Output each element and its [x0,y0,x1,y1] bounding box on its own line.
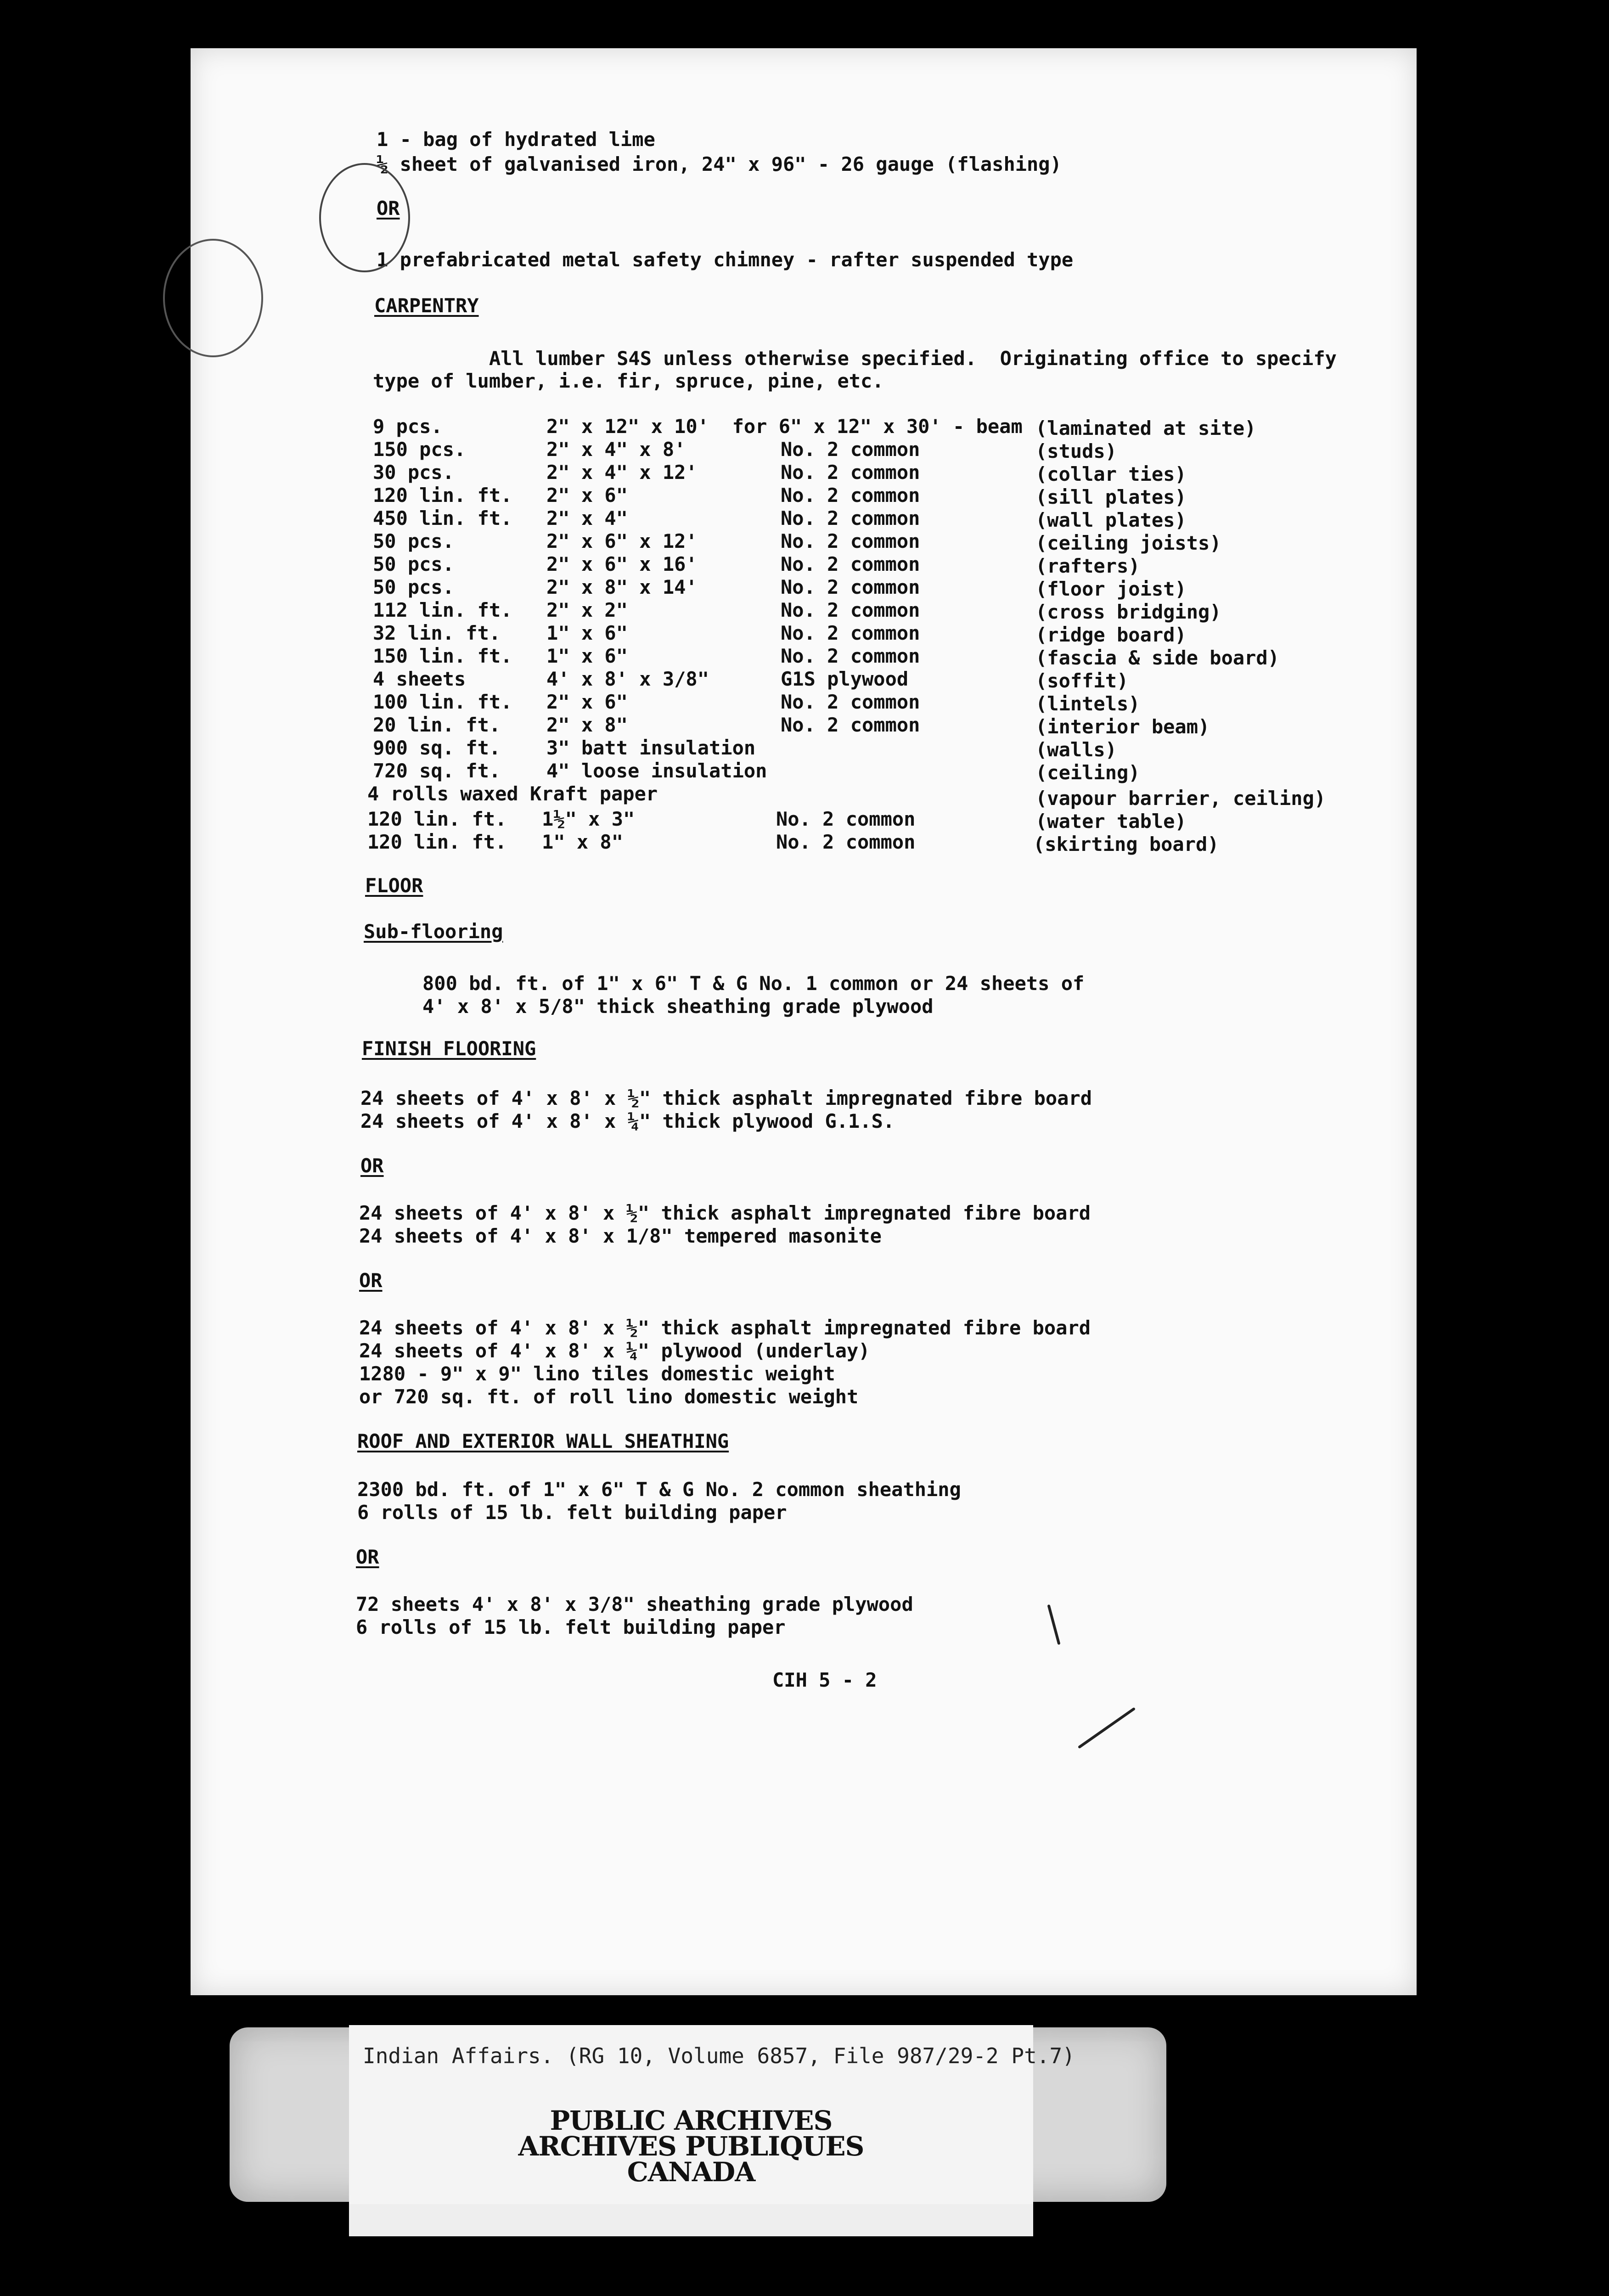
document-line: 32 lin. ft. [373,622,501,644]
section-heading: OR [360,1154,384,1177]
document-line: No. 2 common [781,691,920,713]
handwritten-bracket-mark [319,163,410,272]
document-line: All lumber S4S unless otherwise specified. Originating office to specify [489,347,1337,370]
document-line: 50 pcs. [373,530,455,552]
document-line: 100 lin. ft. [373,691,512,713]
document-line: (walls) [1035,738,1117,761]
section-heading: Sub-flooring [364,920,503,943]
document-line: (skirting board) [1033,833,1219,855]
document-line: No. 2 common [781,553,920,575]
section-heading: OR [377,197,400,219]
document-line: 2" x 6" [546,484,628,506]
document-line: No. 2 common [781,530,920,552]
document-line: 6 rolls of 15 lb. felt building paper [357,1501,787,1524]
document-line: 2" x 2" [546,599,628,621]
document-line: 2" x 8" x 14' [546,576,698,598]
document-line: 900 sq. ft. [373,737,501,759]
document-line: (ceiling joists) [1035,532,1221,554]
document-line: (lintels) [1035,692,1140,715]
document-line: 4' x 8' x 5/8" thick sheathing grade plywood [422,995,934,1018]
document-line: (rafters) [1035,555,1140,577]
document-line: 2" x 6" [546,691,628,713]
document-line: 24 sheets of 4' x 8' x 1/8" tempered masonite [359,1225,882,1247]
document-line: 150 pcs. [373,438,466,461]
document-line: 24 sheets of 4' x 8' x ½" thick asphalt impregnated fibre board [359,1202,1091,1224]
handwritten-loop-mark [163,239,263,357]
section-heading: ROOF AND EXTERIOR WALL SHEATHING [357,1430,729,1452]
document-line: 2300 bd. ft. of 1" x 6" T & G No. 2 common sheathing [357,1478,961,1501]
document-text [191,48,1417,1995]
document-line: No. 2 common [781,622,920,644]
document-line: 720 sq. ft. [373,760,501,782]
document-line: G1S plywood [781,668,909,690]
archive-stamp-line2: ARCHIVES PUBLIQUES [518,2131,864,2162]
document-line: 1" x 8" [542,831,624,853]
document-line: 4 sheets [373,668,466,690]
document-line: 1½" x 3" [542,808,635,830]
document-line: (studs) [1035,440,1117,462]
document-line: 2" x 8" [546,714,628,736]
document-line: 4" loose insulation [546,760,767,782]
document-line: 24 sheets of 4' x 8' x ¼" plywood (underlay) [359,1339,870,1362]
document-line: 50 pcs. [373,553,455,575]
section-heading: OR [356,1546,379,1568]
document-line: 24 sheets of 4' x 8' x ½" thick asphalt impregnated fibre board [359,1317,1091,1339]
document-line: 6 rolls of 15 lb. felt building paper [356,1616,786,1638]
document-line: or 720 sq. ft. of roll lino domestic weight [359,1385,859,1408]
document-line: (ridge board) [1035,624,1187,646]
document-line: ½ sheet of galvanised iron, 24" x 96" - 26 gauge (flashing) [377,153,1062,175]
document-line: 1" x 6" [546,622,628,644]
document-line: No. 2 common [781,645,920,667]
document-line: 2" x 4" x 8' [546,438,686,461]
document-line: No. 2 common [781,461,920,484]
document-line: 2" x 6" x 12' [546,530,698,552]
document-line: (sill plates) [1035,486,1187,508]
document-line: No. 2 common [781,507,920,529]
document-line: No. 2 common [781,599,920,621]
document-line: 1 - bag of hydrated lime [377,128,655,151]
document-line: (fascia & side board) [1035,647,1280,669]
document-line: (ceiling) [1035,761,1140,784]
document-line: (collar ties) [1035,463,1187,485]
document-line: 2" x 12" x 10' for 6" x 12" x 30' - beam [546,415,1023,438]
document-line: 50 pcs. [373,576,455,598]
document-line: (cross bridging) [1035,601,1221,623]
section-heading: CARPENTRY [374,294,479,317]
document-line: 72 sheets 4' x 8' x 3/8" sheathing grade plywood [356,1593,913,1615]
document-line: (vapour barrier, ceiling) [1035,787,1326,810]
document-line: No. 2 common [781,576,920,598]
document-line: 120 lin. ft. [367,808,507,830]
archive-stamp [349,2105,1033,2188]
document-line: (wall plates) [1035,509,1187,531]
document-line: 3" batt insulation [546,737,756,759]
archive-reference: Indian Affairs. (RG 10, Volume 6857, File 987/29-2 Pt.7) [363,2043,1075,2068]
document-line: 4' x 8' x 3/8" [546,668,709,690]
document-page [191,48,1417,1995]
document-line: 150 lin. ft. [373,645,512,667]
document-line: (water table) [1035,810,1187,833]
section-heading: FLOOR [365,874,423,897]
document-line: 2" x 4" x 12' [546,461,698,484]
document-line: 112 lin. ft. [373,599,512,621]
archive-stamp-line3: CANADA [627,2156,755,2188]
document-line: No. 2 common [776,831,916,853]
document-line: 1 prefabricated metal safety chimney - rafter suspended type [377,248,1074,271]
archive-label-bottom [349,2204,1033,2236]
document-line: 30 pcs. [373,461,455,484]
document-line: 9 pcs. [373,415,443,438]
document-line: 450 lin. ft. [373,507,512,529]
document-line: 4 rolls waxed Kraft paper [367,782,658,805]
document-line: (soffit) [1035,670,1129,692]
section-heading: FINISH FLOORING [362,1037,536,1060]
document-line: 1280 - 9" x 9" lino tiles domestic weight [359,1362,835,1385]
document-line: (floor joist) [1035,578,1187,600]
document-line: No. 2 common [776,808,916,830]
document-line: (laminated at site) [1035,417,1256,439]
document-line: 120 lin. ft. [367,831,507,853]
document-line: 800 bd. ft. of 1" x 6" T & G No. 1 common or 24 sheets of [422,972,1085,995]
document-line: (interior beam) [1035,715,1210,738]
archive-stamp-line1: PUBLIC ARCHIVES [550,2105,833,2136]
document-line: No. 2 common [781,484,920,506]
section-heading: OR [359,1269,383,1292]
document-line: 2" x 6" x 16' [546,553,698,575]
document-line: type of lumber, i.e. fir, spruce, pine, etc. [373,370,884,392]
document-line: 120 lin. ft. [373,484,512,506]
document-line: No. 2 common [781,714,920,736]
document-line: 24 sheets of 4' x 8' x ¼" thick plywood G.1.S. [360,1110,895,1132]
document-line: 20 lin. ft. [373,714,501,736]
document-line: CIH 5 - 2 [772,1669,877,1691]
document-line: 1" x 6" [546,645,628,667]
document-line: 2" x 4" [546,507,628,529]
document-line: 24 sheets of 4' x 8' x ½" thick asphalt impregnated fibre board [360,1087,1092,1109]
document-line: No. 2 common [781,438,920,461]
